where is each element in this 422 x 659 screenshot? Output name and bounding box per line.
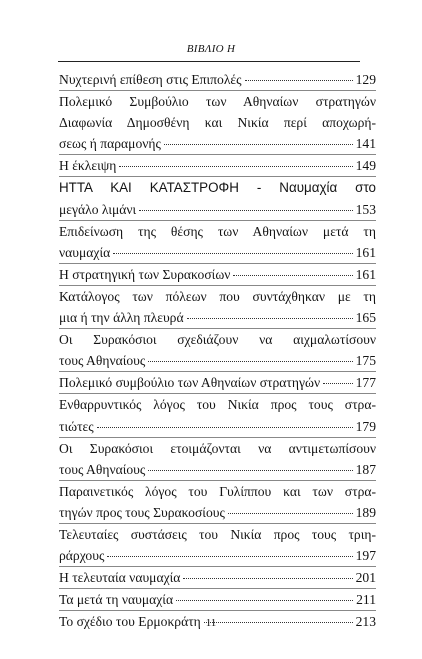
toc-page-number: 213 <box>355 614 376 630</box>
toc-entry-line <box>59 328 376 350</box>
toc-entry-line <box>59 523 376 545</box>
toc-entry-title: τους Αθηναίους <box>59 461 146 477</box>
toc-entry-title: Το σχέδιο του Ερμοκράτη <box>59 614 201 630</box>
toc-page-number: 177 <box>355 375 376 391</box>
toc-entry-title: τηγών προς τους Συρακοσίους <box>59 504 225 520</box>
toc-entry-title: Η στρατηγική των Συρακοσίων <box>59 266 231 282</box>
toc-entry-line <box>59 285 376 307</box>
toc-entry-title: ναυμαχία <box>59 244 111 260</box>
toc-page-number: 161 <box>355 244 376 260</box>
toc-entry-line <box>59 90 376 112</box>
toc-entry-line <box>59 242 376 263</box>
toc-entry-title: Η έκλειψη <box>59 158 117 174</box>
table-of-contents <box>59 69 376 632</box>
toc-entry-title: τους Αθηναίους <box>59 353 146 369</box>
dot-leader <box>97 423 353 428</box>
toc-page-number: 175 <box>355 353 376 369</box>
dot-leader <box>183 574 352 579</box>
toc-page-number: 197 <box>355 548 376 564</box>
toc-page-number: 149 <box>355 158 376 174</box>
toc-entry-line <box>59 371 376 393</box>
toc-entry-line <box>59 199 376 220</box>
toc-entry-line <box>59 545 376 566</box>
toc-entry-line <box>59 350 376 371</box>
toc-page-number: 187 <box>355 461 376 477</box>
page-number: 11 <box>205 617 217 629</box>
toc-page-number: 189 <box>355 504 376 520</box>
toc-entry-line <box>59 176 376 198</box>
toc-entry-line <box>59 502 376 523</box>
toc-entry-line <box>59 459 376 480</box>
toc-page-number: 211 <box>356 592 376 608</box>
toc-entry-title: Πολεμικό Συμβούλιο των Αθηναίων στρατηγών <box>59 94 376 110</box>
toc-entry-title: Τα μετά τη ναυμαχία <box>59 592 174 608</box>
dot-leader <box>323 379 353 384</box>
dot-leader <box>228 509 353 514</box>
toc-entry-line <box>59 220 376 242</box>
header-rule <box>58 61 360 62</box>
dot-leader <box>148 466 352 471</box>
toc-entry-line <box>59 480 376 502</box>
toc-entry-title: Οι Συρακόσιοι ετοιμάζονται να αντιμετωπίσουν <box>59 440 376 456</box>
running-head: ΒΙΒΛΙΟ Η <box>186 43 236 55</box>
dot-leader <box>113 249 352 254</box>
dot-leader <box>148 357 352 362</box>
dot-leader <box>119 162 352 167</box>
toc-page-number: 153 <box>355 201 376 217</box>
toc-entry-title: Τελευταίες συστάσεις του Νικία προς τους τριη- <box>59 526 376 542</box>
toc-entry-line <box>59 133 376 154</box>
dot-leader <box>139 206 352 211</box>
dot-leader <box>164 140 353 145</box>
toc-entry-title: Κατάλογος των πόλεων που συντάχθηκαν με τη <box>59 288 376 304</box>
toc-entry-title: Η τελευταία ναυμαχία <box>59 570 181 586</box>
toc-entry-line <box>59 588 376 610</box>
toc-entry-title: Νυχτερινή επίθεση στις Επιπολές <box>59 72 242 87</box>
toc-entry-title: Οι Συρακόσιοι σχεδιάζουν να αιχμαλωτίσουν <box>59 332 376 348</box>
dot-leader <box>176 596 353 601</box>
toc-page-number: 201 <box>355 570 376 586</box>
dot-leader <box>107 552 352 557</box>
toc-entry-title: Πολεμικό συμβούλιο των Αθηναίων στρατηγών <box>59 375 321 391</box>
toc-entry-title: Ενθαρρυντικός λόγος του Νικία προς τους στρα- <box>59 397 376 413</box>
toc-entry-line <box>59 393 376 415</box>
dot-leader <box>187 314 353 319</box>
toc-entry-title: Παραινετικός λόγος του Γυλίππου και των στρα- <box>59 483 376 499</box>
toc-entry-line <box>59 566 376 588</box>
toc-entry-title: σεως ή παραμονής <box>59 136 161 152</box>
toc-entry-title: μεγάλο λιμάνι <box>59 201 137 217</box>
toc-entry-line <box>59 69 376 90</box>
dot-leader <box>245 76 353 81</box>
toc-entry-line <box>59 154 376 176</box>
toc-page-number: 161 <box>355 266 376 282</box>
toc-page-number: 141 <box>355 136 376 152</box>
toc-entry-line <box>59 263 376 285</box>
toc-entry-line <box>59 416 376 437</box>
toc-entry-title: ράρχους <box>59 548 105 564</box>
dot-leader <box>233 271 352 276</box>
toc-entry-title: μια ή την άλλη πλευρά <box>59 310 184 326</box>
toc-page-number: 129 <box>355 72 376 87</box>
toc-entry-line <box>59 112 376 133</box>
toc-entry-title: ΗΤΤΑ ΚΑΙ ΚΑΤΑΣΤΡΟΦΗ - Ναυμαχία στο <box>59 180 376 196</box>
toc-entry-title: Διαφωνία Δημοσθένη και Νικία περί αποχωρή- <box>59 115 376 131</box>
toc-page-number: 179 <box>355 418 376 434</box>
toc-entry-line <box>59 307 376 328</box>
toc-entry-line <box>59 437 376 459</box>
toc-entry-title: τιώτες <box>59 418 94 434</box>
toc-page-number: 165 <box>355 310 376 326</box>
toc-entry-title: Επιδείνωση της θέσης των Αθηναίων μετά τη <box>59 223 376 239</box>
